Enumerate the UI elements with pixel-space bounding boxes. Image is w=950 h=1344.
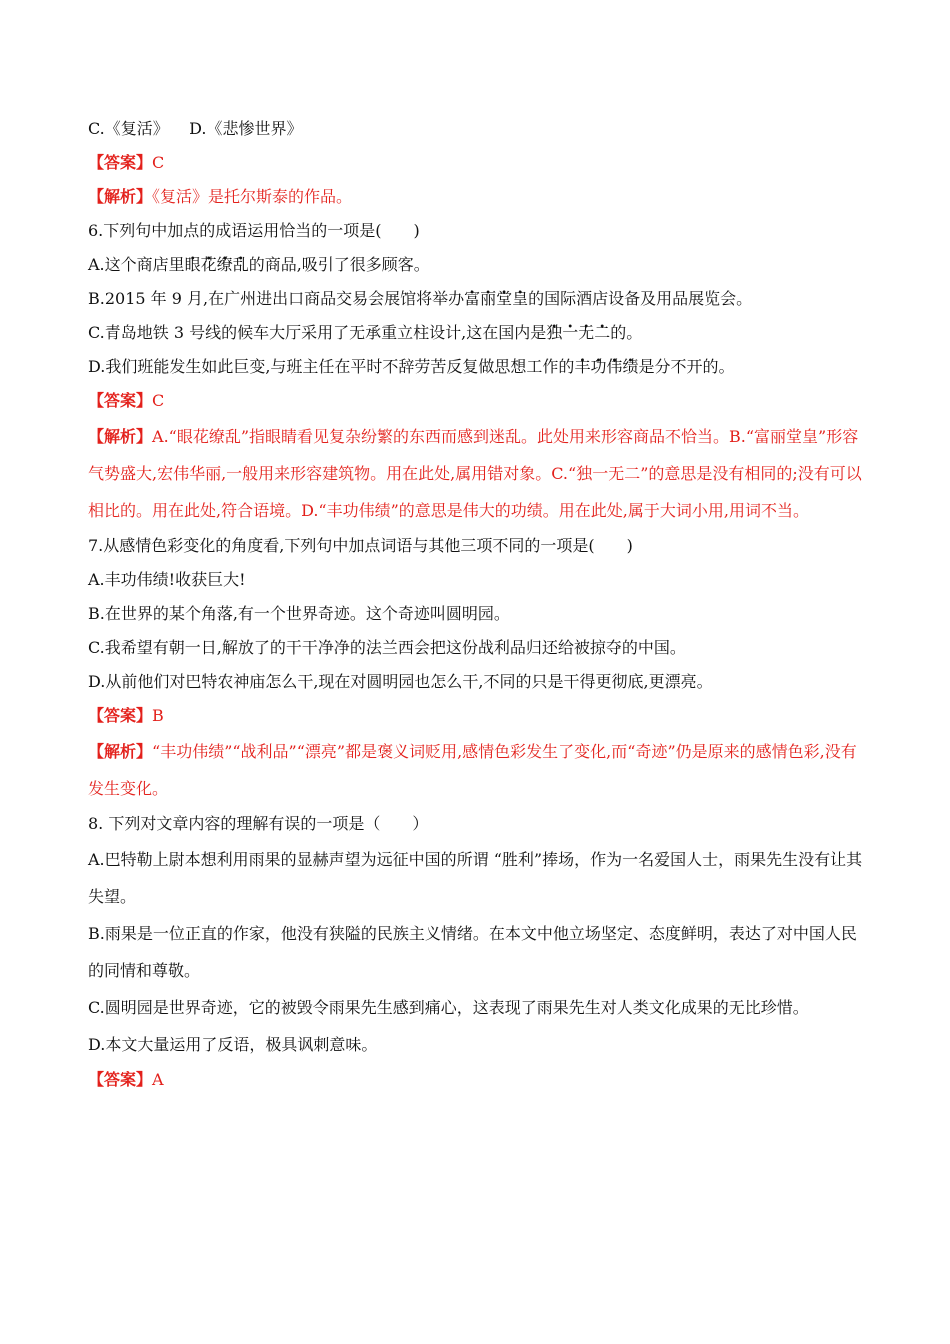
q7-explanation: [88, 733, 863, 807]
answer-value: B: [152, 706, 164, 725]
dotted-idiom: • 眼• 花• 缭• 乱: [185, 255, 249, 274]
q8-option-d: D.本文大量运用了反语，极具讽刺意味。: [88, 1035, 378, 1054]
explanation-text: 《复活》是托尔斯泰的作品。: [152, 187, 353, 206]
q6-answer: [88, 384, 863, 418]
q8-option-b: B.雨果是一位正直的作家，他没有狭隘的民族主义情绪。在本文中他立场坚定、态度鲜明，表达了对中国人民的同情和尊敬。: [88, 924, 857, 980]
q7-answer: [88, 699, 863, 733]
q5-answer: [88, 146, 863, 180]
answer-tag: 【答案】: [88, 153, 153, 172]
answer-value: C: [152, 153, 165, 172]
q8-answer: [88, 1063, 863, 1097]
q5-options: C.《复活》 D.《悲惨世界》: [88, 119, 303, 138]
dotted-idiom: • 独• 一• 无• 二: [546, 323, 610, 342]
answer-value: A: [152, 1070, 164, 1089]
answer-tag: 【答案】: [88, 1070, 153, 1089]
document-page: [88, 112, 863, 1097]
q8-stem: 8. 下列对文章内容的理解有误的一项是（ ）: [88, 814, 429, 833]
answer-value: C: [152, 391, 165, 410]
q6-option-c: C.青岛地铁 3 号线的候车大厅采用了无承重立柱设计,这在国内是• 独• 一• 无• 二的。: [88, 316, 863, 350]
dotted-idiom: • 富• 丽• 堂• 皇: [464, 289, 528, 308]
q6-option-a: A.这个商店里• 眼• 花• 缭• 乱的商品,吸引了很多顾客。: [88, 248, 863, 282]
dotted-idiom: • 丰• 功• 伟• 绩: [574, 357, 638, 376]
explanation-tag: 【解析】: [88, 427, 153, 446]
q7-option-a: A.丰功伟绩!收获巨大!: [88, 570, 246, 589]
explanation-text: A.“眼花缭乱”指眼睛看见复杂纷繁的东西而感到迷乱。此处用来形容商品不恰当。B.“富丽堂皇”形容气势盛大,宏伟华丽,一般用来形容建筑物。用在此处,属用错对象。C.“独一无二”的意思是没有相同的;没有可以相比的。用在此处,符合语境。D.“丰功伟绩”的意思是伟大的功绩。用在此处,属于大词小用,用词不当。: [88, 427, 862, 520]
q6-stem: 6.下列句中加点的成语运用恰当的一项是( ): [88, 221, 420, 240]
explanation-tag: 【解析】: [88, 187, 153, 206]
q6-option-d: D.我们班能发生如此巨变,与班主任在平时不辞劳苦反复做思想工作的• 丰• 功• 伟• 绩是分不开的。: [88, 350, 863, 384]
q5-explanation: [88, 180, 863, 214]
q7-stem: 7.从感情色彩变化的角度看,下列句中加点词语与其他三项不同的一项是( ): [88, 536, 633, 555]
explanation-tag: 【解析】: [88, 742, 153, 761]
q7-option-d: D.从前他们对巴特农神庙怎么干,现在对圆明园也怎么干,不同的只是干得更彻底,更漂亮。: [88, 672, 713, 691]
answer-tag: 【答案】: [88, 391, 153, 410]
q7-option-b: B.在世界的某个角落,有一个世界奇迹。这个奇迹叫圆明园。: [88, 604, 510, 623]
q6-explanation: [88, 418, 863, 529]
q6-option-b: B.2015 年 9 月,在广州进出口商品交易会展馆将举办• 富• 丽• 堂• 皇的国际酒店设备及用品展览会。: [88, 282, 863, 316]
answer-tag: 【答案】: [88, 706, 153, 725]
explanation-text: “丰功伟绩”“战利品”“漂亮”都是褒义词贬用,感情色彩发生了变化,而“奇迹”仍是原来的感情色彩,没有发生变化。: [88, 742, 857, 798]
q8-option-c: C.圆明园是世界奇迹，它的被毁令雨果先生感到痛心，这表现了雨果先生对人类文化成果的无比珍惜。: [88, 998, 809, 1017]
q7-option-c: C.我希望有朝一日,解放了的干干净净的法兰西会把这份战利品归还给被掠夺的中国。: [88, 638, 686, 657]
q8-option-a: A.巴特勒上尉本想利用雨果的显赫声望为远征中国的所谓 “胜利”捧场，作为一名爱国人士，雨果先生没有让其失望。: [88, 850, 863, 906]
